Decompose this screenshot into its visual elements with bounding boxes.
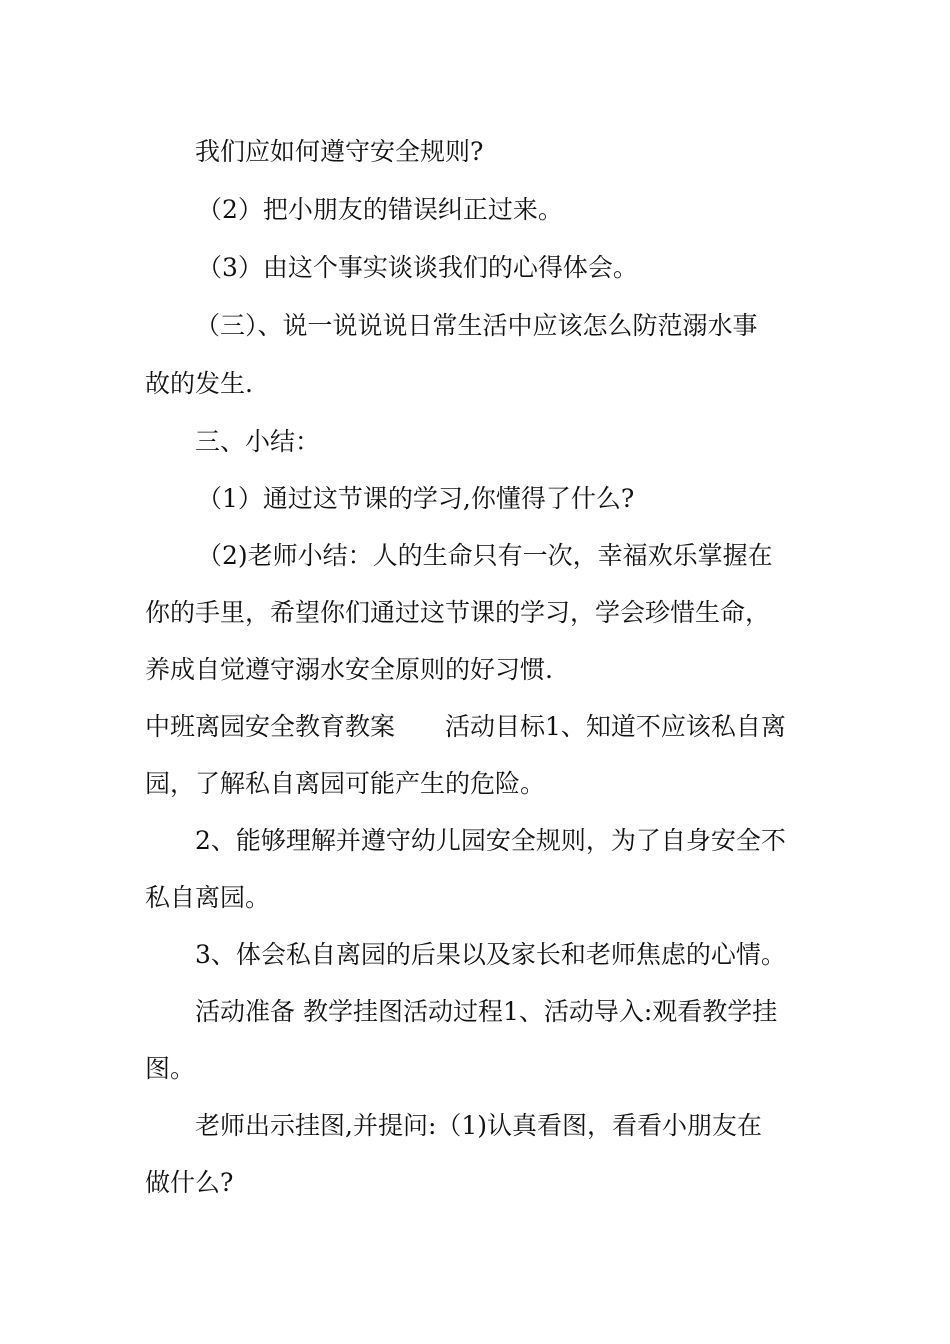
line-goal2: 2、能够理解并遵守幼儿园安全规则，为了自身安全不 [195,826,786,855]
line-goal3: 3、体会私自离园的后果以及家长和老师焦虑的心情。 [195,940,786,969]
line-teacher-summary: （2)老师小结：人的生命只有一次，幸福欢乐掌握在 [197,541,773,570]
line-preparation-process: 活动准备 教学挂图活动过程1、活动导入:观看教学挂 [195,997,778,1026]
line-correct-mistakes: （2）把小朋友的错误纠正过来。 [197,195,563,224]
line-what-learned: （1）通过这节课的学习,你懂得了什么? [197,484,635,513]
line-summary-heading: 三、小结： [195,427,321,456]
line-preparation-process-cont: 图。 [145,1054,196,1083]
line-goal2-cont: 私自离园。 [145,883,271,912]
line-share-experience: （3）由这个事实谈谈我们的心得体会。 [197,253,638,282]
line-teacher-summary-cont2: 养成自觉遵守溺水安全原则的好习惯. [145,655,553,684]
line-goal1-cont: 园，了解私自离园可能产生的危险。 [145,769,546,798]
line-prevent-drowning: （三）、说一说说说日常生活中应该怎么防范溺水事 [195,311,758,340]
line-prevent-drowning-cont: 故的发生. [145,369,253,398]
line-teacher-question-cont: 做什么? [145,1168,234,1197]
line-safety-rules-question: 我们应如何遵守安全规则? [195,137,484,166]
line-teacher-question: 老师出示挂图,并提问:（1)认真看图，看看小朋友在 [195,1111,763,1140]
line-lesson-title-goal1: 中班离园安全教育教案 活动目标1、知道不应该私自离 [145,712,786,741]
line-teacher-summary-cont1: 你的手里，希望你们通过这节课的学习，学会珍惜生命， [145,598,771,627]
